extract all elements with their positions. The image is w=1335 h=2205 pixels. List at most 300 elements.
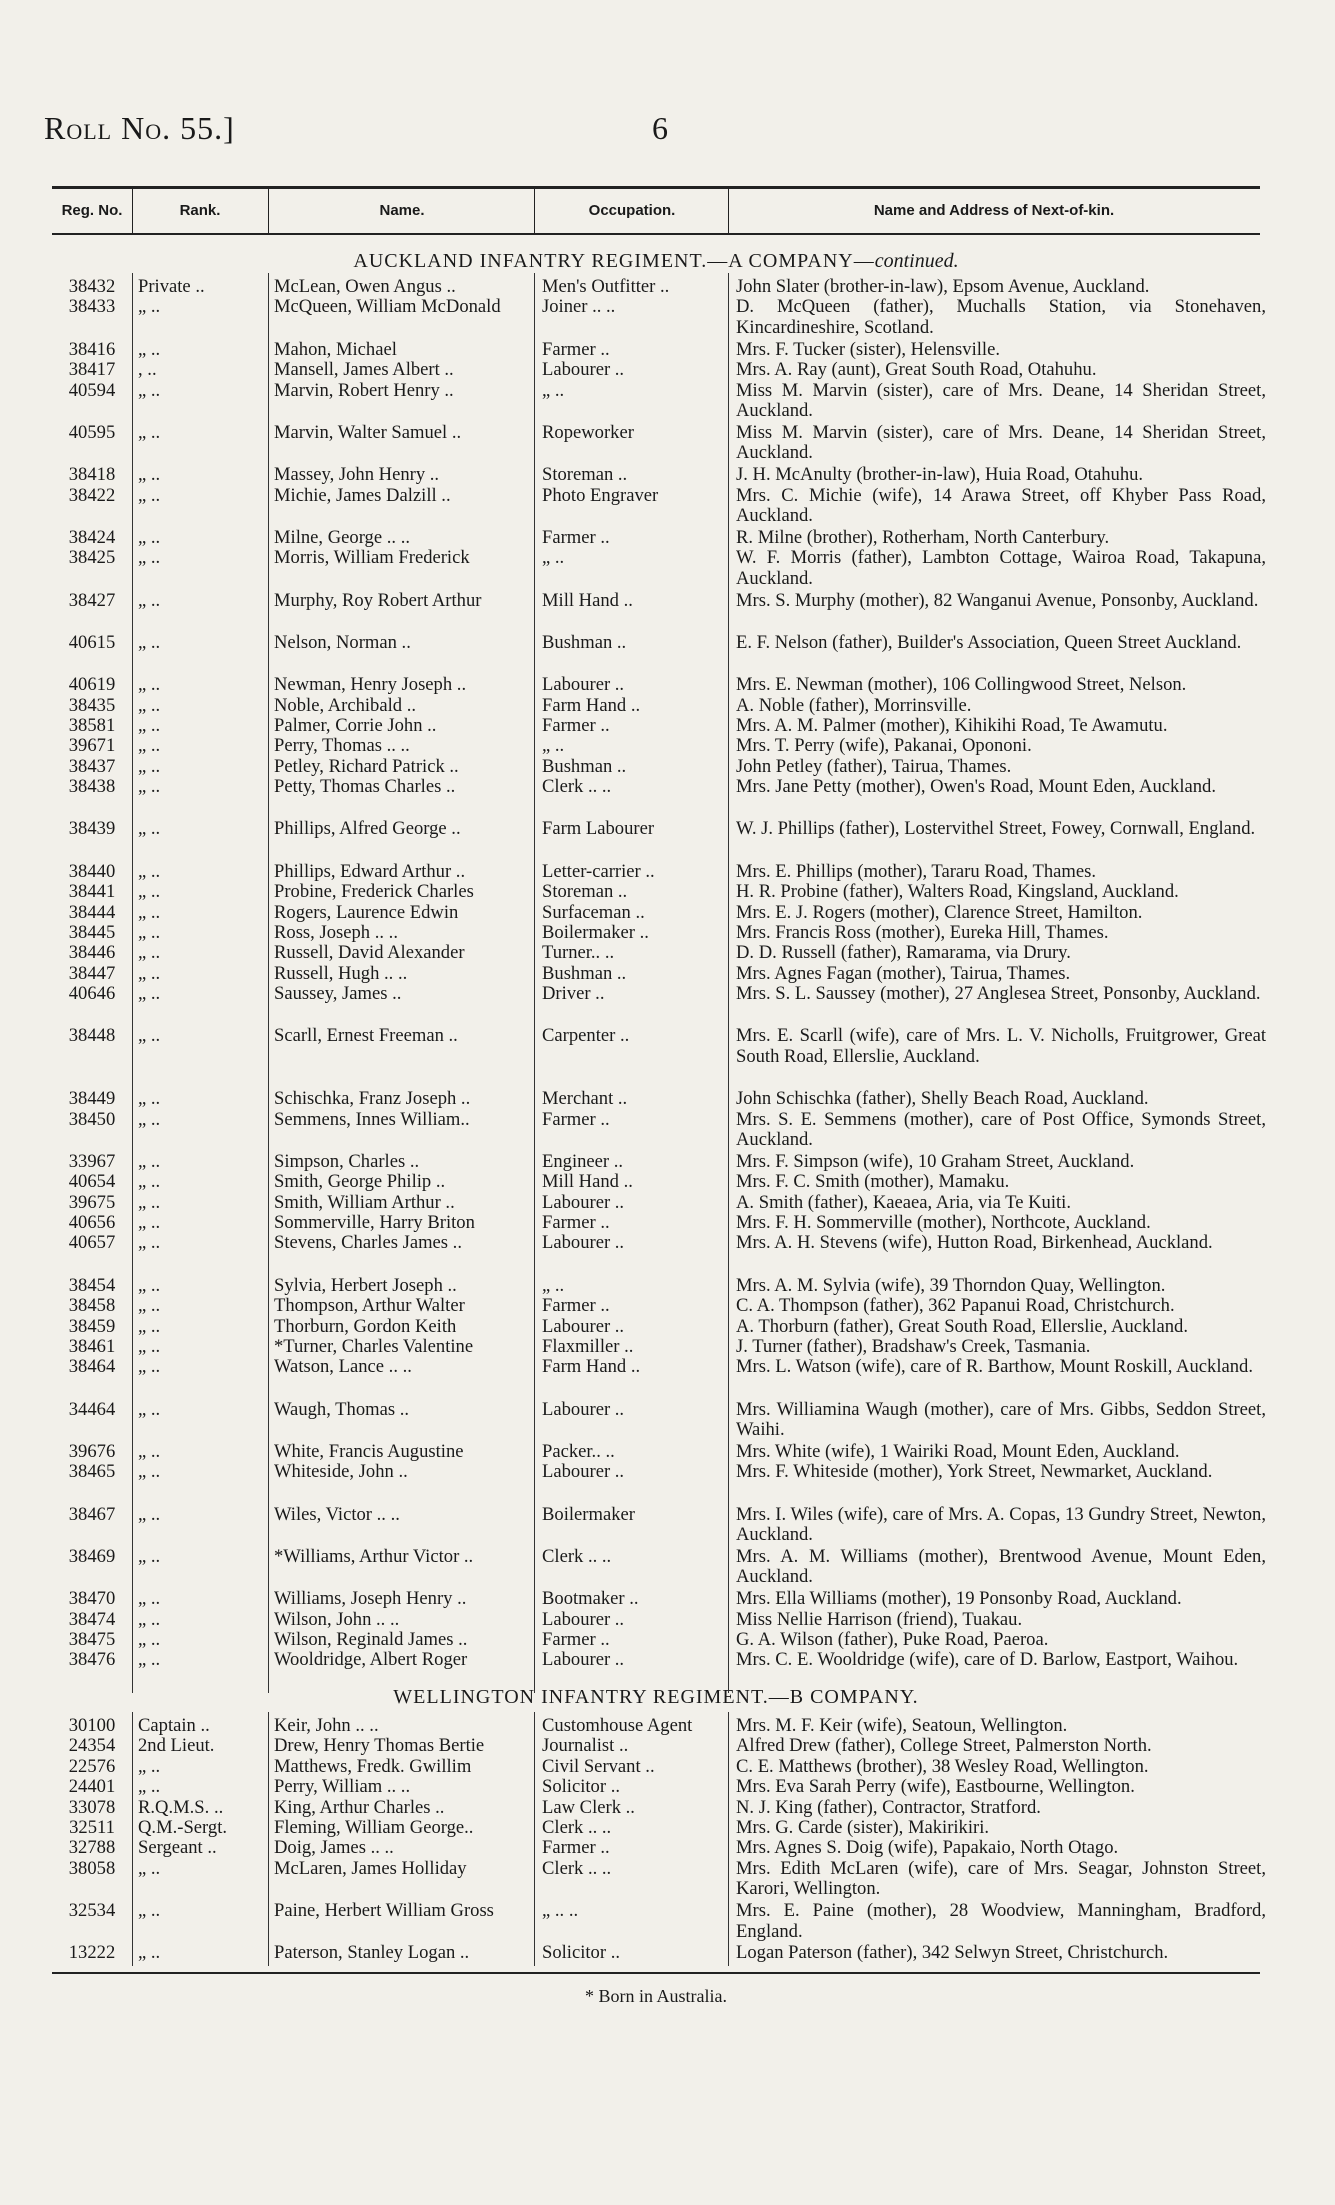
next-of-kin-cell: J. H. McAnulty (brother-in-law), Huia Road, Otahuhu. (736, 465, 1144, 486)
rank-cell: „ .. (138, 1589, 161, 1610)
rank-cell: „ .. (138, 422, 161, 443)
rank-cell: Captain .. (138, 1716, 210, 1736)
occupation-cell: Boilermaker .. (542, 922, 649, 943)
occupation-cell: Labourer .. (542, 1192, 625, 1213)
rank-cell: „ .. (138, 485, 161, 506)
rank-cell: „ .. (138, 1777, 161, 1798)
next-of-kin-cell: Mrs. F. Simpson (wife), 10 Graham Street, Auckland. (736, 1151, 1135, 1172)
next-of-kin-cell: Mrs. Edith McLaren (wife), care of Mrs. Seagar, Johnston Street, Karori, Wellington. (736, 1858, 1266, 1900)
next-of-kin-cell: Mrs. A. M. Palmer (mother), Kihikihi Road, Te Awamutu. (736, 715, 1168, 736)
reg-number: 38448 (68, 1026, 116, 1047)
occupation-cell: Bushman .. (542, 632, 627, 653)
rank-cell: „ .. (138, 922, 161, 943)
occupation-cell: Boilermaker (542, 1504, 635, 1525)
reg-number: 38435 (68, 695, 116, 716)
bottom-rule (52, 1972, 1260, 1974)
next-of-kin-cell: Mrs. A. H. Stevens (wife), Hutton Road, Birkenhead, Auckland. (736, 1233, 1213, 1254)
occupation-cell: Men's Outfitter .. (542, 277, 670, 297)
occupation-cell: Bushman .. (542, 963, 627, 984)
reg-number: 38447 (68, 963, 116, 984)
occupation-cell: Clerk .. .. (542, 1546, 612, 1567)
next-of-kin-cell: A. Noble (father), Morrinsville. (736, 695, 972, 716)
next-of-kin-cell: Mrs. Agnes S. Doig (wife), Papakaio, North Otago. (736, 1838, 1119, 1859)
name-cell: Drew, Henry Thomas Bertie (274, 1736, 485, 1757)
rank-cell: „ .. (138, 1546, 161, 1567)
name-cell: McLaren, James Holliday (274, 1858, 467, 1879)
reg-number: 38469 (68, 1546, 116, 1567)
rank-cell: „ .. (138, 882, 161, 903)
occupation-cell: Labourer .. (542, 1316, 625, 1337)
next-of-kin-cell: Mrs. F. C. Smith (mother), Mamaku. (736, 1172, 1010, 1193)
rank-cell: „ .. (138, 1357, 161, 1378)
name-cell: Keir, John .. .. (274, 1716, 379, 1736)
occupation-cell: Labourer .. (542, 1399, 625, 1420)
rank-cell: „ .. (138, 1336, 161, 1357)
next-of-kin-cell: J. Turner (father), Bradshaw's Creek, Tasmania. (736, 1336, 1091, 1357)
rank-cell: „ .. (138, 339, 161, 360)
rank-cell: „ .. (138, 819, 161, 840)
rank-cell: „ .. (138, 1172, 161, 1193)
next-of-kin-cell: A. Thorburn (father), Great South Road, Ellerslie, Auckland. (736, 1316, 1188, 1337)
occupation-cell: „ .. (542, 736, 565, 757)
name-cell: Ross, Joseph .. .. (274, 922, 398, 943)
page-number: 6 (652, 110, 668, 146)
column-rule (534, 273, 535, 1693)
occupation-cell: Labourer .. (542, 360, 625, 381)
next-of-kin-cell: H. R. Probine (father), Walters Road, Kingsland, Auckland. (736, 882, 1179, 903)
name-cell: Michie, James Dalzill .. (274, 485, 451, 506)
occupation-cell: Farmer .. (542, 715, 610, 736)
occupation-cell: Joiner .. .. (542, 297, 616, 318)
rank-cell: „ .. (138, 1943, 161, 1964)
occupation-cell: Bootmaker .. (542, 1589, 639, 1610)
name-cell: Petty, Thomas Charles .. (274, 777, 456, 798)
rank-cell: , .. (138, 360, 157, 381)
section-title-wellington: WELLINGTON INFANTRY REGIMENT.—B COMPANY. (393, 1686, 919, 1708)
rank-cell: „ .. (138, 1233, 161, 1254)
name-cell: Williams, Joseph Henry .. (274, 1589, 467, 1610)
column-rule (132, 1712, 133, 1966)
next-of-kin-cell: Mrs. E. Newman (mother), 106 Collingwood Street, Nelson. (736, 675, 1187, 696)
reg-number: 38461 (68, 1336, 116, 1357)
rank-cell: „ .. (138, 1650, 161, 1671)
reg-number: 38438 (68, 777, 116, 798)
section-title-auckland: AUCKLAND INFANTRY REGIMENT.—A COMPANY—continued. (353, 250, 959, 272)
reg-number: 32511 (69, 1818, 115, 1838)
table-auckland-a-company (52, 277, 1266, 1691)
rank-cell: „ .. (138, 675, 161, 696)
next-of-kin-cell: N. J. King (father), Contractor, Stratford. (736, 1797, 1041, 1818)
name-cell: Wooldridge, Albert Roger (274, 1650, 468, 1671)
rank-cell: „ .. (138, 1089, 161, 1110)
reg-number: 38424 (68, 527, 116, 548)
next-of-kin-cell: C. A. Thompson (father), 362 Papanui Road, Christchurch. (736, 1296, 1175, 1317)
name-cell: White, Francis Augustine (274, 1441, 464, 1462)
rank-cell: „ .. (138, 736, 161, 757)
reg-number: 32534 (68, 1901, 116, 1922)
name-cell: Smith, George Philip .. (274, 1172, 446, 1193)
name-cell: Fleming, William George.. (274, 1818, 474, 1838)
col-reg-no: Reg. No. (61, 202, 123, 219)
next-of-kin-cell: Mrs. Eva Sarah Perry (wife), Eastbourne, Wellington. (736, 1777, 1135, 1798)
reg-number: 40595 (68, 422, 116, 443)
occupation-cell: Solicitor .. (542, 1777, 620, 1798)
next-of-kin-cell: Alfred Drew (father), College Street, Palmerston North. (736, 1736, 1152, 1757)
occupation-cell: Photo Engraver (542, 485, 659, 506)
next-of-kin-cell: Mrs. Agnes Fagan (mother), Tairua, Thames. (736, 963, 1071, 984)
rank-cell: „ .. (138, 963, 161, 984)
occupation-cell: Carpenter .. (542, 1026, 630, 1047)
rank-cell: „ .. (138, 902, 161, 923)
name-cell: *Turner, Charles Valentine (274, 1336, 474, 1357)
next-of-kin-cell: Mrs. A. M. Williams (mother), Brentwood Avenue, Mount Eden, Auckland. (736, 1546, 1266, 1588)
name-cell: Nelson, Norman .. (274, 632, 411, 653)
rank-cell: „ .. (138, 1858, 161, 1879)
rank-cell: „ .. (138, 1630, 161, 1650)
reg-number: 38425 (68, 548, 116, 569)
reg-number: 38470 (68, 1589, 116, 1610)
next-of-kin-cell: W. J. Phillips (father), Lostervithel Street, Fowey, Cornwall, England. (736, 819, 1256, 840)
name-cell: *Williams, Arthur Victor .. (274, 1546, 474, 1567)
rank-cell: Q.M.-Sergt. (138, 1818, 228, 1838)
next-of-kin-cell: Mrs. Francis Ross (mother), Eureka Hill, Thames. (736, 922, 1109, 943)
reg-number: 38058 (68, 1858, 116, 1879)
rank-cell: „ .. (138, 984, 161, 1005)
next-of-kin-cell: Mrs. E. Scarll (wife), care of Mrs. L. V. Nicholls, Fruitgrower, Great South Road, Ellerslie, Auckland. (736, 1026, 1266, 1067)
rank-cell: „ .. (138, 756, 161, 777)
reg-number: 22576 (68, 1756, 116, 1777)
table-wellington-b-company (52, 1716, 1266, 1964)
name-cell: McLean, Owen Angus .. (274, 277, 456, 297)
reg-number: 40619 (68, 675, 116, 696)
reg-number: 38440 (68, 861, 116, 882)
rank-cell: „ .. (138, 777, 161, 798)
name-cell: Murphy, Roy Robert Arthur (274, 590, 482, 611)
occupation-cell: Farmer .. (542, 527, 610, 548)
name-cell: Paterson, Stanley Logan .. (274, 1943, 470, 1964)
name-cell: Morris, William Frederick (274, 548, 470, 569)
occupation-cell: Solicitor .. (542, 1943, 620, 1964)
occupation-cell: Labourer .. (542, 1609, 625, 1630)
rank-cell: „ .. (138, 1192, 161, 1213)
name-cell: Watson, Lance .. .. (274, 1357, 412, 1378)
next-of-kin-cell: A. Smith (father), Kaeaea, Aria, via Te Kuiti. (736, 1192, 1071, 1213)
reg-number: 40657 (68, 1233, 116, 1254)
reg-number: 38433 (68, 297, 116, 318)
occupation-cell: Farm Hand .. (542, 1357, 641, 1378)
rank-cell: „ .. (138, 1462, 161, 1483)
reg-number: 38474 (68, 1609, 116, 1630)
rank-cell: „ .. (138, 1504, 161, 1525)
reg-number: 38464 (68, 1357, 116, 1378)
rank-cell: „ .. (138, 1026, 161, 1047)
column-rule (268, 1712, 269, 1966)
name-cell: Wilson, John .. .. (274, 1609, 400, 1630)
rank-cell: R.Q.M.S. .. (138, 1797, 224, 1818)
name-cell: Massey, John Henry .. (274, 465, 440, 486)
reg-number: 24401 (68, 1777, 116, 1798)
name-cell: Petley, Richard Patrick .. (274, 756, 459, 777)
rank-cell: „ .. (138, 1441, 161, 1462)
rank-cell: „ .. (138, 632, 161, 653)
rank-cell: „ .. (138, 1296, 161, 1317)
rank-cell: „ .. (138, 1151, 161, 1172)
reg-number: 32788 (68, 1838, 116, 1859)
reg-number: 39675 (68, 1192, 116, 1213)
next-of-kin-cell: C. E. Matthews (brother), 38 Wesley Road, Wellington. (736, 1756, 1149, 1777)
name-cell: Phillips, Alfred George .. (274, 819, 461, 840)
next-of-kin-cell: Mrs. F. H. Sommerville (mother), Northcote, Auckland. (736, 1213, 1151, 1233)
next-of-kin-cell: Mrs. Jane Petty (mother), Owen's Road, Mount Eden, Auckland. (736, 777, 1216, 798)
reg-number: 24354 (68, 1736, 116, 1757)
name-cell: Perry, William .. .. (274, 1777, 411, 1798)
rank-cell: „ .. (138, 861, 161, 882)
reg-number: 40646 (68, 984, 116, 1005)
reg-number: 40615 (68, 632, 116, 653)
occupation-cell: Farmer .. (542, 1109, 610, 1130)
reg-number: 33967 (68, 1151, 116, 1172)
name-cell: Paine, Herbert William Gross (274, 1901, 494, 1922)
reg-number: 38446 (68, 943, 116, 964)
next-of-kin-cell: Mrs. F. Whiteside (mother), York Street, Newmarket, Auckland. (736, 1462, 1213, 1483)
occupation-cell: Driver .. (542, 984, 605, 1005)
occupation-cell: Clerk .. .. (542, 777, 612, 798)
name-cell: Perry, Thomas .. .. (274, 736, 410, 757)
reg-number: 38459 (68, 1316, 116, 1337)
occupation-cell: Customhouse Agent (542, 1716, 693, 1736)
name-cell: Probine, Frederick Charles (274, 882, 474, 903)
name-cell: Sommerville, Harry Briton (274, 1213, 475, 1233)
next-of-kin-cell: Mrs. E. Paine (mother), 28 Woodview, Manningham, Bradford, England. (736, 1901, 1266, 1942)
column-rule (534, 1712, 535, 1966)
occupation-cell: Turner.. .. (542, 943, 615, 964)
rank-cell: Private .. (138, 277, 205, 297)
next-of-kin-cell: Miss M. Marvin (sister), care of Mrs. Deane, 14 Sheridan Street, Auckland. (736, 422, 1266, 464)
occupation-cell: „ .. (542, 1275, 565, 1296)
name-cell: Phillips, Edward Arthur .. (274, 861, 466, 882)
next-of-kin-cell: Mrs. Ella Williams (mother), 19 Ponsonby Road, Auckland. (736, 1589, 1182, 1610)
roll-number: Roll No. 55.] (44, 110, 235, 146)
next-of-kin-cell: Mrs. S. L. Saussey (mother), 27 Anglesea Street, Ponsonby, Auckland. (736, 984, 1261, 1005)
name-cell: Scarll, Ernest Freeman .. (274, 1026, 458, 1047)
next-of-kin-cell: Mrs. A. M. Sylvia (wife), 39 Thorndon Quay, Wellington. (736, 1275, 1166, 1296)
reg-number: 38416 (68, 339, 116, 360)
rank-cell: „ .. (138, 527, 161, 548)
name-cell: Waugh, Thomas .. (274, 1399, 410, 1420)
occupation-cell: Labourer .. (542, 675, 625, 696)
name-cell: Simpson, Charles .. (274, 1151, 420, 1172)
next-of-kin-cell: D. McQueen (father), Muchalls Station, via Stonehaven, Kincardineshire, Scotland. (736, 297, 1266, 338)
reg-number: 13222 (68, 1943, 116, 1964)
rank-cell: „ .. (138, 548, 161, 569)
next-of-kin-cell: Mrs. G. Carde (sister), Makirikiri. (736, 1818, 990, 1838)
occupation-cell: Farmer .. (542, 339, 610, 360)
column-rule (728, 1712, 729, 1966)
name-cell: Marvin, Robert Henry .. (274, 380, 454, 401)
next-of-kin-cell: Miss Nellie Harrison (friend), Tuakau. (736, 1609, 1023, 1630)
rank-cell: 2nd Lieut. (138, 1736, 215, 1757)
occupation-cell: „ .. (542, 548, 565, 569)
next-of-kin-cell: Mrs. S. E. Semmens (mother), care of Post Office, Symonds Street, Auckland. (736, 1109, 1266, 1150)
name-cell: Russell, Hugh .. .. (274, 963, 408, 984)
name-cell: Stevens, Charles James .. (274, 1233, 462, 1254)
next-of-kin-cell: R. Milne (brother), Rotherham, North Canterbury. (736, 527, 1110, 548)
next-of-kin-cell: Mrs. White (wife), 1 Wairiki Road, Mount Eden, Auckland. (736, 1441, 1180, 1462)
name-cell: Russell, David Alexander (274, 943, 465, 964)
next-of-kin-cell: Logan Paterson (father), 342 Selwyn Street, Christchurch. (736, 1943, 1169, 1964)
rank-cell: „ .. (138, 1213, 161, 1233)
name-cell: Wilson, Reginald James .. (274, 1630, 468, 1650)
occupation-cell: Storeman .. (542, 465, 628, 486)
name-cell: Matthews, Fredk. Gwillim (274, 1756, 472, 1777)
occupation-cell: Bushman .. (542, 756, 627, 777)
next-of-kin-cell: Mrs. M. F. Keir (wife), Seatoun, Wellington. (736, 1716, 1068, 1736)
occupation-cell: „ .. (542, 380, 565, 401)
reg-number: 34464 (68, 1399, 116, 1420)
rank-cell: „ .. (138, 1901, 161, 1922)
rank-cell: „ .. (138, 590, 161, 611)
next-of-kin-cell: W. F. Morris (father), Lambton Cottage, Wairoa Road, Takapuna, Auckland. (736, 548, 1266, 589)
reg-number: 38422 (68, 485, 116, 506)
occupation-cell: Law Clerk .. (542, 1797, 635, 1818)
occupation-cell: Mill Hand .. (542, 590, 633, 611)
occupation-cell: Farmer .. (542, 1838, 610, 1859)
column-headers (52, 186, 1260, 235)
occupation-cell: Clerk .. .. (542, 1858, 612, 1879)
occupation-cell: Storeman .. (542, 882, 628, 903)
name-cell: Mansell, James Albert .. (274, 360, 454, 381)
occupation-cell: Flaxmiller .. (542, 1336, 634, 1357)
reg-number: 38465 (68, 1462, 116, 1483)
occupation-cell: Ropeworker (542, 422, 634, 443)
rank-cell: Sergeant .. (138, 1838, 217, 1859)
occupation-cell: Farmer .. (542, 1213, 610, 1233)
reg-number: 38437 (68, 756, 116, 777)
name-cell: Mahon, Michael (274, 339, 397, 360)
reg-number: 38417 (68, 360, 116, 381)
next-of-kin-cell: Miss M. Marvin (sister), care of Mrs. Deane, 14 Sheridan Street, Auckland. (736, 380, 1266, 421)
occupation-cell: Labourer .. (542, 1650, 625, 1671)
reg-number: 38444 (68, 902, 116, 923)
name-cell: Newman, Henry Joseph .. (274, 675, 467, 696)
column-rule (132, 273, 133, 1693)
name-cell: Smith, William Arthur .. (274, 1192, 455, 1213)
next-of-kin-cell: Mrs. S. Murphy (mother), 82 Wanganui Avenue, Ponsonby, Auckland. (736, 590, 1259, 611)
reg-number: 38450 (68, 1109, 116, 1130)
name-cell: Marvin, Walter Samuel .. (274, 422, 462, 443)
next-of-kin-cell: Mrs. T. Perry (wife), Pakanai, Opononi. (736, 736, 1032, 757)
col-occupation: Occupation. (588, 202, 676, 219)
reg-number: 38475 (68, 1630, 116, 1650)
next-of-kin-cell: John Slater (brother-in-law), Epsom Avenue, Auckland. (736, 277, 1150, 297)
name-cell: Thorburn, Gordon Keith (274, 1316, 457, 1337)
rank-cell: „ .. (138, 465, 161, 486)
occupation-cell: Farmer .. (542, 1296, 610, 1317)
rank-cell: „ .. (138, 943, 161, 964)
name-cell: Saussey, James .. (274, 984, 402, 1005)
reg-number: 39671 (68, 736, 116, 757)
reg-number: 30100 (68, 1716, 116, 1736)
reg-number: 38458 (68, 1296, 116, 1317)
reg-number: 33078 (68, 1797, 116, 1818)
name-cell: Sylvia, Herbert Joseph .. (274, 1275, 457, 1296)
col-name: Name. (379, 202, 425, 219)
rank-cell: „ .. (138, 1399, 161, 1420)
rank-cell: „ .. (138, 297, 161, 318)
reg-number: 38445 (68, 922, 116, 943)
next-of-kin-cell: E. F. Nelson (father), Builder's Association, Queen Street Auckland. (736, 632, 1242, 653)
name-cell: Wiles, Victor .. .. (274, 1504, 400, 1525)
reg-number: 38467 (68, 1504, 116, 1525)
rank-cell: „ .. (138, 380, 161, 401)
col-next-of-kin: Name and Address of Next-of-kin. (873, 202, 1115, 219)
col-rank: Rank. (179, 202, 221, 219)
occupation-cell: Letter-carrier .. (542, 861, 655, 882)
reg-number: 38449 (68, 1089, 116, 1110)
column-rule (268, 273, 269, 1693)
reg-number: 38432 (68, 277, 116, 297)
next-of-kin-cell: Mrs. A. Ray (aunt), Great South Road, Otahuhu. (736, 360, 1097, 381)
reg-number: 38439 (68, 819, 116, 840)
occupation-cell: „ .. .. (542, 1901, 579, 1922)
name-cell: Whiteside, John .. (274, 1462, 408, 1483)
reg-number: 38476 (68, 1650, 116, 1671)
next-of-kin-cell: Mrs. I. Wiles (wife), care of Mrs. A. Copas, 13 Gundry Street, Newton, Auckland. (736, 1504, 1266, 1545)
occupation-cell: Civil Servant .. (542, 1756, 655, 1777)
occupation-cell: Merchant .. (542, 1089, 628, 1110)
occupation-cell: Farm Labourer (542, 819, 655, 840)
rank-cell: „ .. (138, 1756, 161, 1777)
next-of-kin-cell: D. D. Russell (father), Ramarama, via Drury. (736, 943, 1071, 964)
occupation-cell: Clerk .. .. (542, 1818, 612, 1838)
rank-cell: „ .. (138, 1609, 161, 1630)
occupation-cell: Mill Hand .. (542, 1172, 633, 1193)
reg-number: 40594 (68, 380, 116, 401)
reg-number: 38427 (68, 590, 116, 611)
name-cell: Thompson, Arthur Walter (274, 1296, 465, 1317)
next-of-kin-cell: John Schischka (father), Shelly Beach Road, Auckland. (736, 1089, 1149, 1110)
rank-cell: „ .. (138, 695, 161, 716)
occupation-cell: Journalist .. (542, 1736, 629, 1757)
next-of-kin-cell: Mrs. F. Tucker (sister), Helensville. (736, 339, 1000, 360)
name-cell: Palmer, Corrie John .. (274, 715, 437, 736)
occupation-cell: Labourer .. (542, 1233, 625, 1254)
name-cell: Schischka, Franz Joseph .. (274, 1089, 471, 1110)
rank-cell: „ .. (138, 1316, 161, 1337)
page-header (44, 110, 1284, 156)
column-rule (728, 273, 729, 1693)
occupation-cell: Farm Hand .. (542, 695, 641, 716)
name-cell: King, Arthur Charles .. (274, 1797, 445, 1818)
footnote: * Born in Australia. (585, 1985, 727, 2006)
rank-cell: „ .. (138, 715, 161, 736)
next-of-kin-cell: Mrs. C. Michie (wife), 14 Arawa Street, off Khyber Pass Road, Auckland. (736, 485, 1266, 526)
name-cell: Rogers, Laurence Edwin (274, 902, 459, 923)
occupation-cell: Engineer .. (542, 1151, 624, 1172)
occupation-cell: Surfaceman .. (542, 902, 645, 923)
next-of-kin-cell: Mrs. L. Watson (wife), care of R. Barthow, Mount Roskill, Auckland. (736, 1357, 1253, 1378)
occupation-cell: Farmer .. (542, 1630, 610, 1650)
name-cell: Doig, James .. .. (274, 1838, 394, 1859)
occupation-cell: Packer.. .. (542, 1441, 615, 1462)
next-of-kin-cell: Mrs. E. J. Rogers (mother), Clarence Street, Hamilton. (736, 902, 1143, 923)
rank-cell: „ .. (138, 1109, 161, 1130)
reg-number: 39676 (68, 1441, 116, 1462)
name-cell: Semmens, Innes William.. (274, 1109, 470, 1130)
name-cell: Noble, Archibald .. (274, 695, 417, 716)
reg-number: 38454 (68, 1275, 116, 1296)
next-of-kin-cell: Mrs. Williamina Waugh (mother), care of Mrs. Gibbs, Seddon Street, Waihi. (736, 1399, 1266, 1440)
